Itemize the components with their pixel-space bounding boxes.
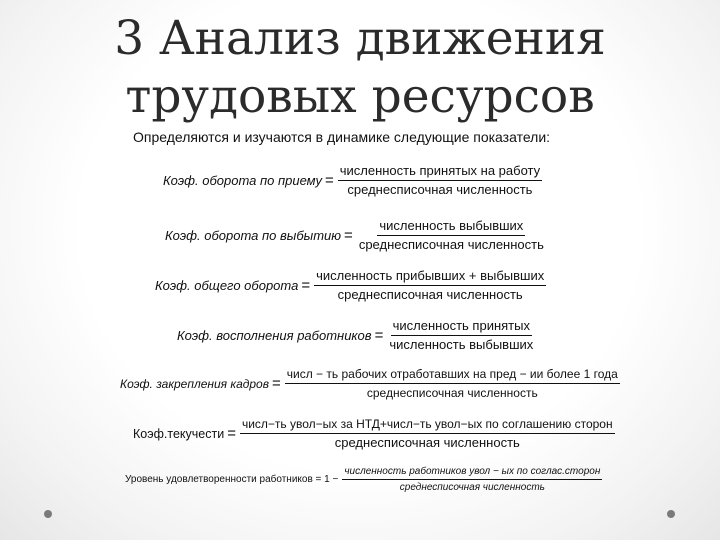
fraction-denominator: среднесписочная численность bbox=[334, 435, 520, 450]
formula-label: Коэф. закрепления кадров bbox=[120, 376, 269, 391]
formula-total-turnover bbox=[155, 268, 546, 303]
equals-sign: = bbox=[324, 172, 334, 189]
fraction bbox=[314, 268, 546, 303]
fraction-numerator: численность работников увол − ых по соглас.сторон bbox=[342, 465, 602, 480]
fraction-numerator: числ − ть рабочих отработавших на пред − ии более 1 года bbox=[285, 366, 620, 384]
fraction-denominator: среднесписочная численность bbox=[358, 237, 544, 252]
formula-label: Уровень удовлетворенности работников = 1 − bbox=[125, 474, 339, 485]
intro-text: Определяются и изучаются в динамике следующие показатели: bbox=[133, 129, 551, 145]
formula-staff-turnover bbox=[133, 416, 615, 451]
title-line-2: трудовых ресурсов bbox=[125, 69, 595, 124]
equals-sign: = bbox=[374, 327, 384, 344]
fraction-numerator: числ−ть увол−ых за НТД+числ−ть увол−ых по соглашению сторон bbox=[240, 416, 615, 434]
formula-label: Коэф. общего оборота bbox=[155, 278, 299, 293]
fraction-denominator: среднесписочная численность bbox=[366, 386, 538, 400]
fraction bbox=[338, 163, 542, 198]
fraction bbox=[240, 416, 615, 451]
equals-sign: = bbox=[272, 375, 281, 392]
fraction-numerator: численность прибывших + выбывших bbox=[314, 268, 546, 286]
formula-satisfaction-level bbox=[125, 465, 602, 494]
fraction-numerator: численность принятых на работу bbox=[338, 163, 542, 181]
formula-hiring-turnover bbox=[163, 163, 542, 198]
fraction-denominator: среднесписочная численность bbox=[399, 482, 545, 493]
title-line-1: 3 Анализ движения bbox=[114, 11, 606, 66]
formula-retention bbox=[120, 366, 620, 401]
fraction-denominator: среднесписочная численность bbox=[347, 182, 533, 197]
formula-label: Коэф. оборота по приему bbox=[163, 173, 322, 188]
formula-label: Коэф.текучести bbox=[133, 426, 225, 441]
fraction bbox=[285, 366, 620, 401]
formula-leaving-turnover bbox=[165, 218, 546, 253]
fraction bbox=[342, 465, 602, 494]
equals-sign: = bbox=[227, 425, 236, 442]
fraction-numerator: численность выбывших bbox=[377, 218, 525, 236]
fraction bbox=[387, 318, 535, 353]
formula-label: Коэф. восполнения работников bbox=[177, 328, 372, 343]
fraction-denominator: среднесписочная численность bbox=[337, 287, 523, 302]
equals-sign: = bbox=[301, 277, 311, 294]
formula-replenishment bbox=[177, 318, 535, 353]
formula-label: Коэф. оборота по выбытию bbox=[165, 228, 342, 243]
equals-sign: = bbox=[344, 227, 353, 244]
fraction-numerator: численность принятых bbox=[391, 318, 532, 336]
fraction-denominator: численность выбывших bbox=[389, 337, 534, 352]
fraction bbox=[357, 218, 546, 253]
